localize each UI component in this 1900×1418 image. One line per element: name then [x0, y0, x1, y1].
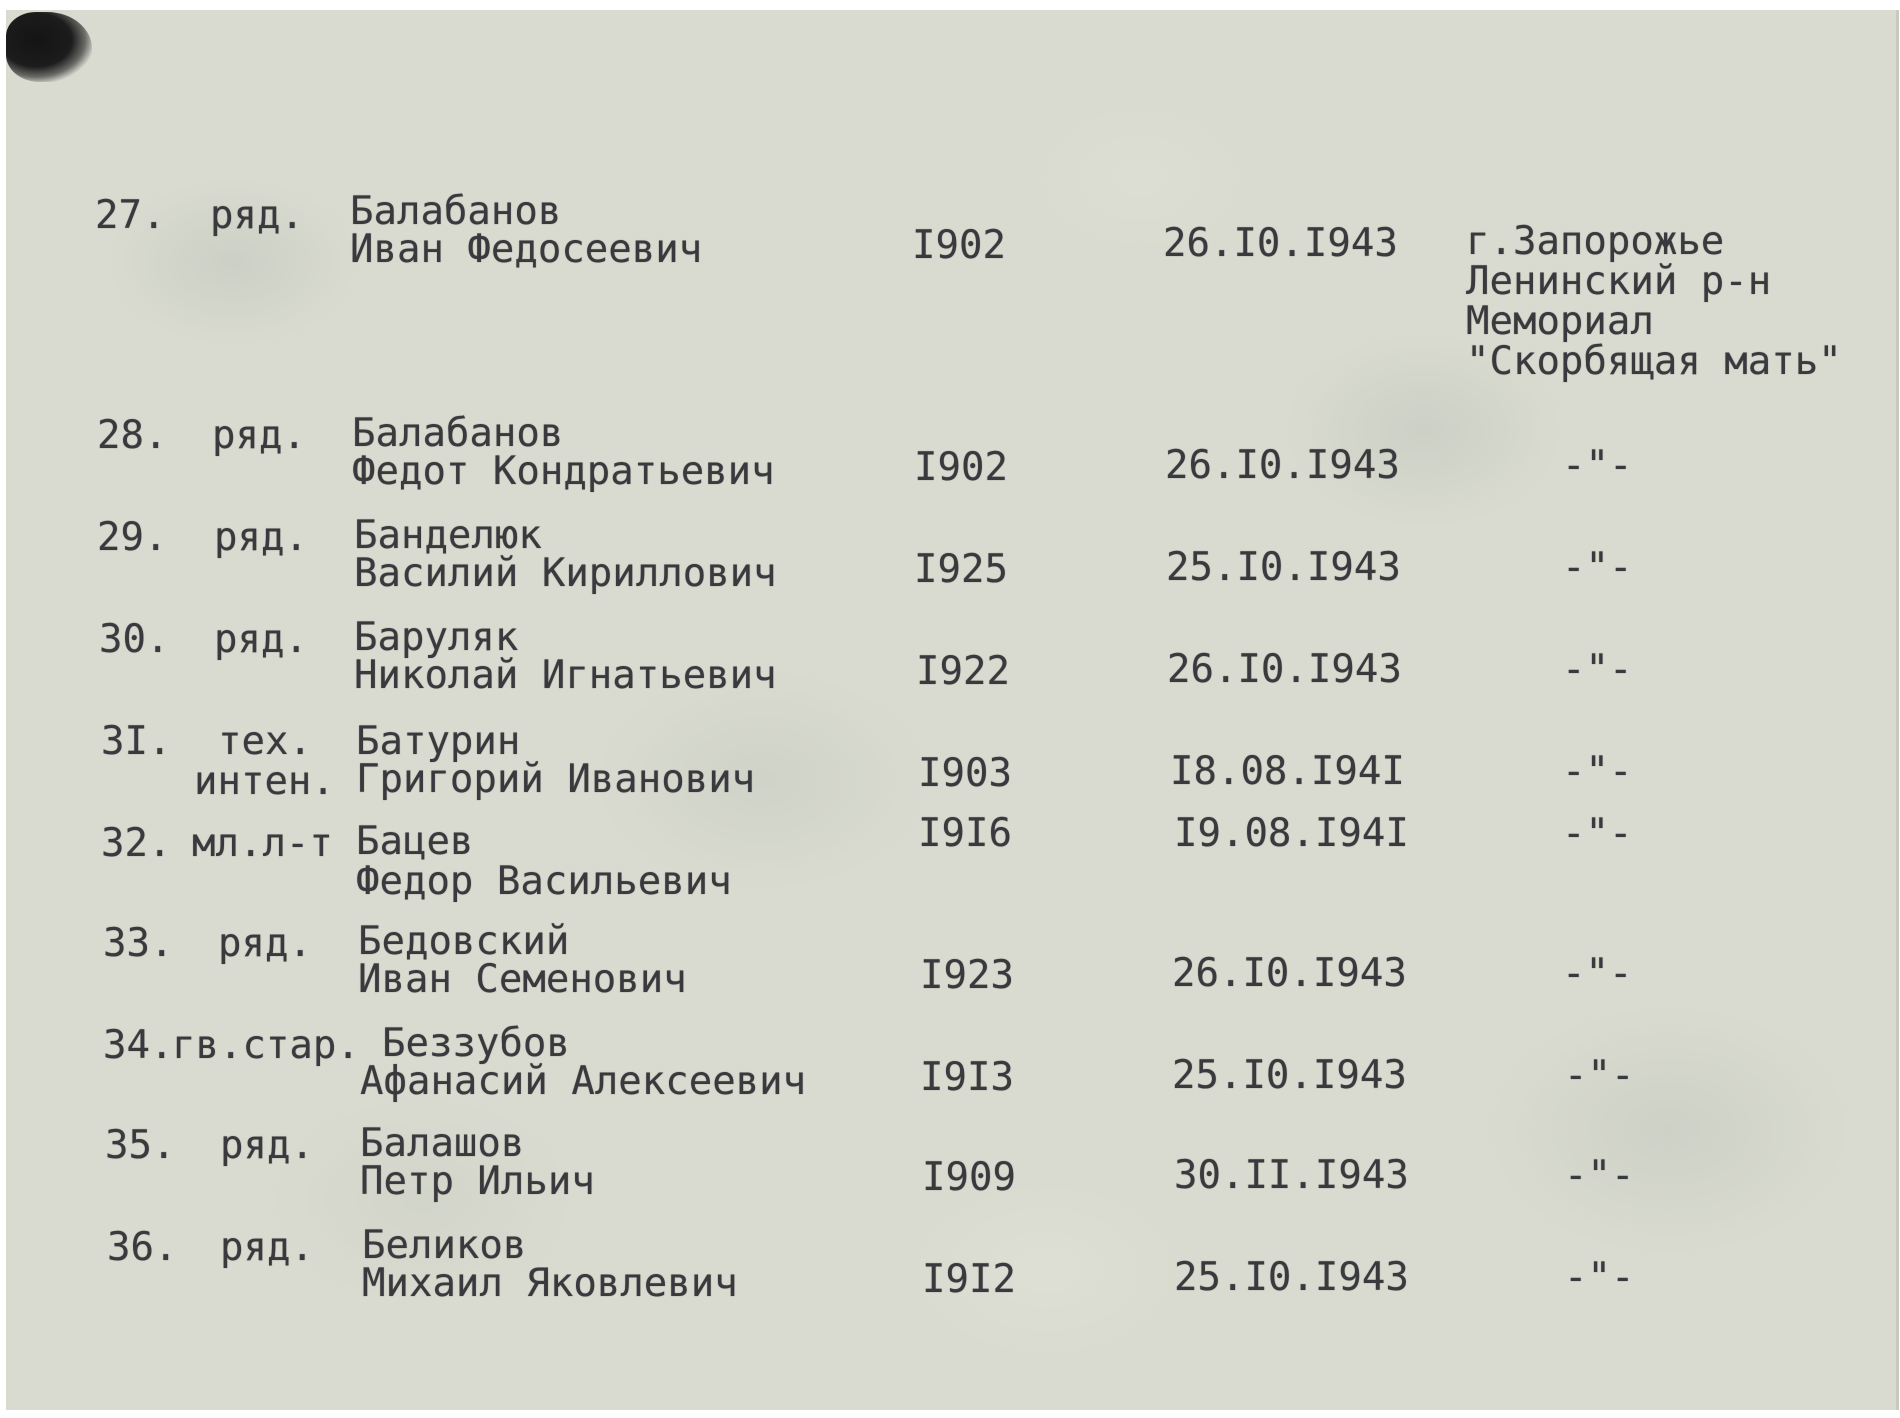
entry-rank: ряд.	[218, 921, 312, 966]
entry-rank: гв.стар.	[172, 1023, 360, 1068]
entry-number: 3I.	[101, 719, 172, 764]
entry-surname: Баруляк	[354, 615, 519, 660]
entry-burial-ditto: -"-	[1564, 1255, 1635, 1300]
entry-surname: Беззубов	[382, 1021, 570, 1066]
entry-surname: Бедовский	[358, 919, 570, 964]
entry-rank: ряд.	[214, 515, 308, 560]
entry-given-name: Иван Семенович	[358, 957, 687, 1002]
entry-death-date: 25.I0.I943	[1174, 1255, 1409, 1300]
entry-number: 30.	[99, 617, 170, 662]
entry-burial-ditto: -"-	[1564, 1153, 1635, 1198]
entry-surname: Беликов	[362, 1223, 527, 1268]
entry-number: 36.	[107, 1225, 178, 1270]
entry-burial-ditto: -"-	[1562, 749, 1633, 794]
entry-death-date: 25.I0.I943	[1166, 545, 1401, 590]
entry-given-name: Петр Ильич	[360, 1159, 595, 1204]
entry-given-name: Николай Игнатьевич	[354, 653, 777, 698]
entry-burial-ditto: -"-	[1562, 811, 1633, 856]
entry-death-date: 26.I0.I943	[1167, 647, 1402, 692]
entry-death-date: 26.I0.I943	[1165, 443, 1400, 488]
entry-rank: ряд.	[220, 1123, 314, 1168]
entry-birth-year: I9I6	[918, 811, 1012, 856]
entry-burial-ditto: -"-	[1562, 443, 1633, 488]
entry-death-date: 25.I0.I943	[1172, 1053, 1407, 1098]
entry-birth-year: I903	[918, 751, 1012, 796]
entry-burial-ditto: -"-	[1562, 951, 1633, 996]
entry-rank: мл.л-т	[192, 821, 333, 866]
entry-rank: ряд.	[212, 413, 306, 458]
entry-burial-ditto: -"-	[1564, 1053, 1635, 1098]
entry-rank: ряд.	[214, 617, 308, 662]
entry-surname: Балабанов	[350, 189, 562, 234]
entry-death-date: 26.I0.I943	[1172, 951, 1407, 996]
entry-surname: Балашов	[360, 1121, 525, 1166]
entry-burial-line: "Скорбящая мать"	[1466, 339, 1842, 384]
entry-number: 27.	[95, 193, 166, 238]
entry-number: 32.	[101, 821, 172, 866]
entry-death-date: I9.08.I94I	[1174, 811, 1409, 856]
entry-number: 33.	[103, 921, 174, 966]
ink-blot	[6, 12, 92, 82]
entry-birth-year: I925	[914, 547, 1008, 592]
entry-birth-year: I9I3	[920, 1055, 1014, 1100]
entry-burial-ditto: -"-	[1562, 647, 1633, 692]
entry-birth-year: I902	[914, 445, 1008, 490]
entry-burial-line: г.Запорожье	[1466, 219, 1725, 264]
entry-given-name: Федот Кондратьевич	[352, 449, 775, 494]
entry-birth-year: I922	[916, 649, 1010, 694]
entry-rank: ряд.	[210, 193, 304, 238]
entry-death-date: 30.II.I943	[1174, 1153, 1409, 1198]
entry-rank: ряд.	[220, 1225, 314, 1270]
entry-birth-year: I923	[920, 953, 1014, 998]
entry-given-name: Григорий Иванович	[356, 757, 756, 802]
entry-given-name: Афанасий Алексеевич	[360, 1059, 807, 1104]
entry-birth-year: I9I2	[922, 1257, 1016, 1302]
entry-burial-ditto: -"-	[1562, 545, 1633, 590]
entry-number: 35.	[105, 1123, 176, 1168]
entry-number: 34.	[103, 1023, 174, 1068]
entry-birth-year: I909	[922, 1155, 1016, 1200]
entry-surname: Бацев	[356, 819, 474, 864]
entry-surname: Батурин	[356, 719, 521, 764]
entry-number: 29.	[97, 515, 168, 560]
entry-burial-line: Мемориал	[1466, 299, 1654, 344]
entry-surname: Банделюк	[354, 513, 542, 558]
entry-given-name: Федор Васильевич	[356, 859, 732, 904]
entry-birth-year: I902	[912, 223, 1006, 268]
entry-rank-line2: интен.	[194, 759, 335, 804]
entry-given-name: Михаил Яковлевич	[362, 1261, 738, 1306]
entry-rank: тех.	[218, 719, 312, 764]
entry-given-name: Василий Кириллович	[354, 551, 777, 596]
entry-death-date: 26.I0.I943	[1163, 221, 1398, 266]
entry-number: 28.	[97, 413, 168, 458]
entry-burial-line: Ленинский р-н	[1466, 259, 1772, 304]
entry-surname: Балабанов	[352, 411, 564, 456]
entry-death-date: I8.08.I94I	[1170, 749, 1405, 794]
entry-given-name: Иван Федосеевич	[350, 227, 703, 272]
